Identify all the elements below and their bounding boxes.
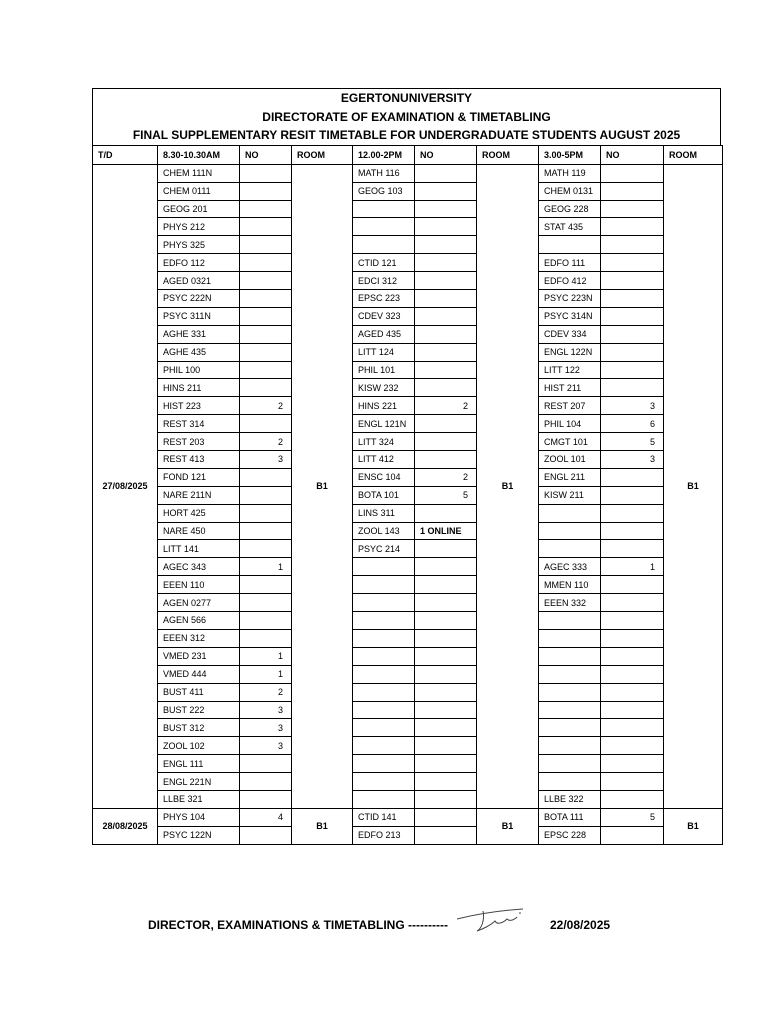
table-row [93,236,723,254]
slot3-course [539,647,601,665]
slot1-course: EEEN 110 [158,576,240,594]
slot2-count [415,451,477,469]
slot3-course: KISW 211 [539,486,601,504]
slot3-course: PHIL 104 [539,415,601,433]
slot3-count [601,325,664,343]
slot1-course: HIST 223 [158,397,240,415]
slot1-count [240,486,292,504]
slot1-count [240,773,292,791]
slot1-course: NARE 211N [158,486,240,504]
slot2-course: EDCI 312 [353,272,415,290]
table-row [93,755,723,773]
slot1-course: REST 203 [158,433,240,451]
slot1-course: CHEM 0111 [158,182,240,200]
slot3-count [601,164,664,182]
slot1-count [240,343,292,361]
slot1-count [240,522,292,540]
slot2-count [415,290,477,308]
slot2-course [353,647,415,665]
slot2-count [415,594,477,612]
slot3-course [539,522,601,540]
slot3-count [601,647,664,665]
slot3-course [539,719,601,737]
slot1-course: CHEM 111N [158,164,240,182]
slot2-course [353,665,415,683]
slot2-count [415,737,477,755]
slot2-course: LITT 412 [353,451,415,469]
table-row [93,415,723,433]
slot3-course [539,629,601,647]
table-row [93,468,723,486]
slot1-course: ZOOL 102 [158,737,240,755]
table-row [93,737,723,755]
slot2-room: B1 [477,808,539,844]
slot3-count [601,182,664,200]
slot1-count [240,254,292,272]
slot2-count [415,254,477,272]
table-row [93,647,723,665]
slot3-count [601,629,664,647]
slot1-count [240,307,292,325]
slot3-course: PSYC 314N [539,307,601,325]
signature-footer [148,915,628,939]
col-slot2-no: NO [415,145,477,164]
slot1-course: AGHE 435 [158,343,240,361]
slot2-course [353,612,415,630]
slot2-count [415,719,477,737]
slot3-count [601,719,664,737]
slot3-count [601,594,664,612]
slot2-course: MATH 116 [353,164,415,182]
slot3-count [601,790,664,808]
slot1-course: PHYS 212 [158,218,240,236]
slot2-count [415,558,477,576]
slot2-count [415,433,477,451]
slot3-course [539,665,601,683]
slot3-count [601,468,664,486]
slot2-count: 5 [415,486,477,504]
slot3-course: ENGL 122N [539,343,601,361]
slot2-course: CDEV 323 [353,307,415,325]
slot1-count [240,594,292,612]
slot3-course: EDFO 111 [539,254,601,272]
table-row [93,307,723,325]
slot2-count [415,325,477,343]
slot2-count [415,540,477,558]
table-row [93,558,723,576]
slot2-course: HINS 221 [353,397,415,415]
slot3-course [539,540,601,558]
col-slot1-time: 8.30-10.30AM [158,145,240,164]
slot1-count [240,325,292,343]
slot3-count [601,272,664,290]
slot3-count [601,755,664,773]
slot1-count [240,540,292,558]
slot1-count: 3 [240,719,292,737]
slot3-room: B1 [664,808,723,844]
slot2-course: ENGL 121N [353,415,415,433]
slot3-course: GEOG 228 [539,200,601,218]
col-td: T/D [93,145,158,164]
slot1-count [240,576,292,594]
slot2-count [415,272,477,290]
slot2-course [353,200,415,218]
slot2-course [353,558,415,576]
slot3-course [539,236,601,254]
col-slot2-time: 12.00-2PM [353,145,415,164]
slot3-course: BOTA 111 [539,808,601,826]
slot3-course: ENGL 211 [539,468,601,486]
table-row [93,343,723,361]
slot3-count: 6 [601,415,664,433]
slot3-count [601,522,664,540]
slot2-course: EDFO 213 [353,826,415,844]
slot3-count [601,200,664,218]
slot1-course: AGHE 331 [158,325,240,343]
slot2-count: 2 [415,397,477,415]
slot3-course [539,504,601,522]
slot1-count [240,415,292,433]
timetable-sheet [92,88,721,845]
table-row [93,218,723,236]
slot1-count [240,504,292,522]
slot2-course: CTID 121 [353,254,415,272]
slot3-count [601,701,664,719]
slot2-course [353,629,415,647]
slot3-course: LITT 122 [539,361,601,379]
slot3-count [601,361,664,379]
table-row [93,826,723,844]
slot2-course: ZOOL 143 [353,522,415,540]
slot2-count [415,576,477,594]
slot3-count [601,665,664,683]
slot1-count: 1 [240,665,292,683]
timetable-header [92,88,721,145]
slot3-count [601,343,664,361]
slot1-course: GEOG 201 [158,200,240,218]
directorate-name: DIRECTORATE OF EXAMINATION & TIMETABLING [262,109,551,124]
col-slot3-no: NO [601,145,664,164]
slot3-course: EEEN 332 [539,594,601,612]
slot3-course: CDEV 334 [539,325,601,343]
slot3-count [601,504,664,522]
slot1-count: 3 [240,737,292,755]
slot2-count [415,629,477,647]
slot1-course: FOND 121 [158,468,240,486]
slot3-course: MMEN 110 [539,576,601,594]
slot2-course [353,576,415,594]
slot3-course: PSYC 223N [539,290,601,308]
slot2-course: LINS 311 [353,504,415,522]
slot2-count: 1 ONLINE [415,522,477,540]
slot3-course: EDFO 412 [539,272,601,290]
table-row [93,272,723,290]
slot2-course: BOTA 101 [353,486,415,504]
col-slot1-room: ROOM [292,145,353,164]
slot1-count: 3 [240,451,292,469]
slot1-course: PHIL 100 [158,361,240,379]
slot3-course [539,683,601,701]
slot3-course [539,612,601,630]
slot3-count: 5 [601,808,664,826]
slot2-course [353,773,415,791]
col-slot3-room: ROOM [664,145,723,164]
slot1-count [240,164,292,182]
slot3-count [601,612,664,630]
slot1-course: NARE 450 [158,522,240,540]
slot2-count [415,200,477,218]
slot3-course [539,737,601,755]
university-name: EGERTONUNIVERSITY [340,91,473,105]
slot2-count [415,182,477,200]
slot2-count [415,790,477,808]
slot1-course: REST 314 [158,415,240,433]
slot3-count [601,683,664,701]
slot3-course: LLBE 322 [539,790,601,808]
table-row [93,790,723,808]
slot1-course: PHYS 325 [158,236,240,254]
table-row [93,361,723,379]
slot2-course [353,755,415,773]
slot1-count [240,379,292,397]
slot1-count [240,200,292,218]
slot3-course: STAT 435 [539,218,601,236]
slot1-course: EEEN 312 [158,629,240,647]
timetable-body [93,164,723,844]
slot2-count [415,343,477,361]
slot3-count [601,290,664,308]
exam-date: 28/08/2025 [93,808,158,844]
slot2-count [415,826,477,844]
slot3-count [601,773,664,791]
slot1-course: AGEN 566 [158,612,240,630]
slot1-count [240,755,292,773]
slot3-course: REST 207 [539,397,601,415]
table-row [93,433,723,451]
slot2-course [353,594,415,612]
slot1-room: B1 [292,164,353,808]
slot2-count [415,379,477,397]
slot2-course: AGED 435 [353,325,415,343]
slot1-course: LITT 141 [158,540,240,558]
slot2-count [415,164,477,182]
slot2-count [415,773,477,791]
slot1-count [240,218,292,236]
slot2-course [353,737,415,755]
table-row [93,594,723,612]
table-row [93,540,723,558]
slot1-course: AGED 0321 [158,272,240,290]
slot1-count: 4 [240,808,292,826]
table-row [93,576,723,594]
slot3-count [601,486,664,504]
slot2-count [415,612,477,630]
slot2-course: LITT 324 [353,433,415,451]
slot3-count: 3 [601,451,664,469]
slot3-count [601,826,664,844]
slot1-course: PSYC 311N [158,307,240,325]
slot2-count [415,755,477,773]
table-row [93,200,723,218]
slot3-count [601,254,664,272]
slot1-course: PSYC 122N [158,826,240,844]
slot1-course: AGEN 0277 [158,594,240,612]
slot1-course: EDFO 112 [158,254,240,272]
slot1-count [240,826,292,844]
col-slot1-no: NO [240,145,292,164]
slot2-count: 2 [415,468,477,486]
slot2-course [353,790,415,808]
slot3-count: 1 [601,558,664,576]
handwritten-signature [453,903,543,937]
table-row [93,683,723,701]
slot3-course: HIST 211 [539,379,601,397]
slot1-course: AGEC 343 [158,558,240,576]
slot2-count [415,504,477,522]
slot3-count [601,576,664,594]
slot2-count [415,415,477,433]
slot2-course [353,218,415,236]
slot3-count [601,236,664,254]
slot3-count [601,379,664,397]
slot2-room: B1 [477,164,539,808]
table-row [93,254,723,272]
slot1-count: 1 [240,647,292,665]
table-row [93,719,723,737]
slot2-course: EPSC 223 [353,290,415,308]
slot1-course: REST 413 [158,451,240,469]
column-header-row [93,145,723,164]
slot1-course: BUST 312 [158,719,240,737]
slot1-course: VMED 231 [158,647,240,665]
slot2-course: LITT 124 [353,343,415,361]
slot2-count [415,701,477,719]
slot3-course: ZOOL 101 [539,451,601,469]
table-row [93,397,723,415]
table-row [93,701,723,719]
slot1-count [240,612,292,630]
timetable-table [92,145,723,845]
slot3-count [601,540,664,558]
slot2-course: CTID 141 [353,808,415,826]
slot2-count [415,361,477,379]
slot1-course: PHYS 104 [158,808,240,826]
table-row [93,665,723,683]
slot2-course: ENSC 104 [353,468,415,486]
table-row [93,451,723,469]
table-row [93,629,723,647]
slot1-course: BUST 411 [158,683,240,701]
slot1-course: PSYC 222N [158,290,240,308]
slot1-course: HORT 425 [158,504,240,522]
slot1-course: BUST 222 [158,701,240,719]
table-row [93,808,723,826]
slot2-course [353,683,415,701]
slot3-course: EPSC 228 [539,826,601,844]
slot2-count [415,307,477,325]
slot1-count: 3 [240,701,292,719]
col-slot3-time: 3.00-5PM [539,145,601,164]
signature-date: 22/08/2025 [550,918,611,932]
slot3-count [601,307,664,325]
slot1-count [240,290,292,308]
slot2-course: PHIL 101 [353,361,415,379]
slot3-course [539,773,601,791]
slot1-count [240,468,292,486]
slot1-count [240,182,292,200]
slot1-count: 2 [240,397,292,415]
slot1-course: HINS 211 [158,379,240,397]
slot1-course: ENGL 111 [158,755,240,773]
slot2-count [415,218,477,236]
slot3-room: B1 [664,164,723,808]
slot3-count [601,737,664,755]
slot1-course: ENGL 221N [158,773,240,791]
table-row [93,379,723,397]
table-row [93,486,723,504]
slot1-course: VMED 444 [158,665,240,683]
slot2-course: KISW 232 [353,379,415,397]
slot2-course: GEOG 103 [353,182,415,200]
slot1-count: 2 [240,433,292,451]
table-row [93,773,723,791]
slot1-count: 2 [240,683,292,701]
table-row [93,290,723,308]
slot3-course: CMGT 101 [539,433,601,451]
timetable-title: FINAL SUPPLEMENTARY RESIT TIMETABLE FOR UNDERGRADUATE STUDENTS AUGUST 2025 [132,128,681,143]
table-row [93,612,723,630]
table-row [93,522,723,540]
table-row [93,182,723,200]
slot3-course: MATH 119 [539,164,601,182]
slot1-count [240,629,292,647]
slot1-count [240,236,292,254]
exam-date: 27/08/2025 [93,164,158,808]
slot2-course [353,701,415,719]
slot3-course: AGEC 333 [539,558,601,576]
slot1-count [240,790,292,808]
slot3-count: 5 [601,433,664,451]
slot1-room: B1 [292,808,353,844]
slot3-course: CHEM 0131 [539,182,601,200]
slot2-count [415,683,477,701]
slot3-count: 3 [601,397,664,415]
slot3-course [539,701,601,719]
table-row [93,504,723,522]
slot1-count [240,361,292,379]
table-row [93,164,723,182]
slot2-count [415,647,477,665]
slot2-count [415,808,477,826]
slot1-course: LLBE 321 [158,790,240,808]
slot2-count [415,665,477,683]
slot3-count [601,218,664,236]
director-signature-label: DIRECTOR, EXAMINATIONS & TIMETABLING ---------- [148,918,448,932]
col-slot2-room: ROOM [477,145,539,164]
slot2-course: PSYC 214 [353,540,415,558]
table-row [93,325,723,343]
slot2-count [415,236,477,254]
slot1-count [240,272,292,290]
slot1-count: 1 [240,558,292,576]
slot2-course [353,719,415,737]
slot2-course [353,236,415,254]
slot3-course [539,755,601,773]
